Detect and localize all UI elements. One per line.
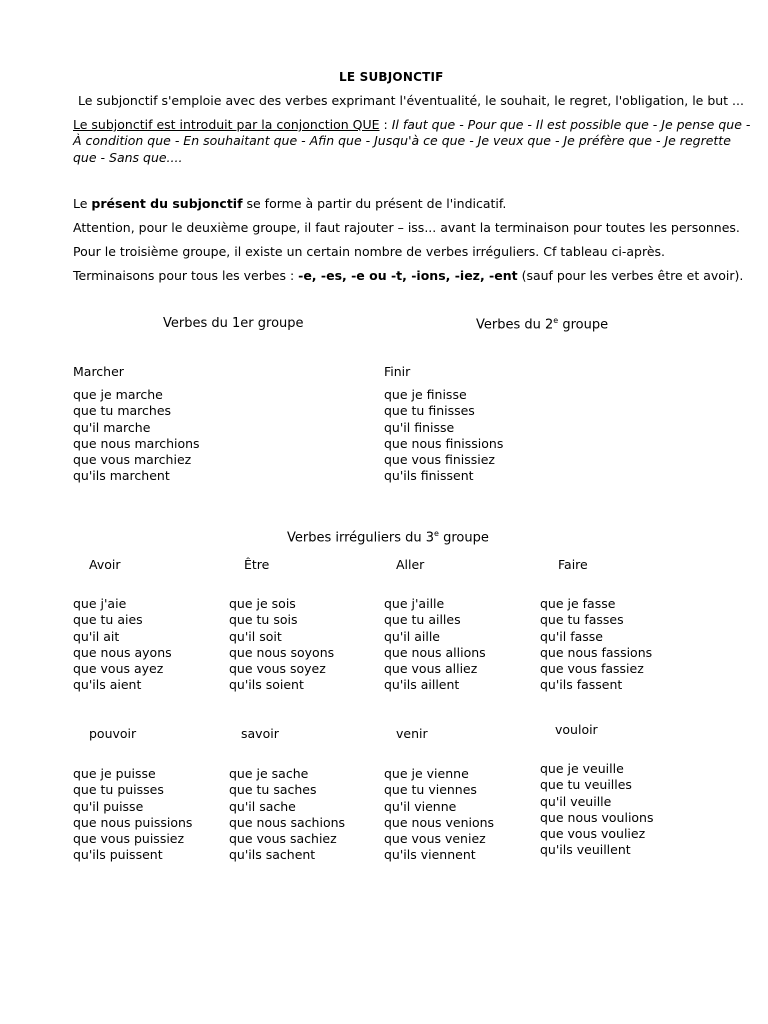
conjugation-form: que vous ayez [73, 661, 164, 677]
conjugation-form: que vous alliez [384, 661, 478, 677]
formation-paragraph [73, 196, 506, 212]
conjugation-form: que nous allions [384, 644, 486, 660]
conjugation-marcher [73, 387, 200, 485]
group2-heading-prefix: Verbes du 2 [476, 317, 554, 333]
conjugation-form: qu'il soit [229, 628, 282, 644]
conjugation-form: que tu marches [73, 403, 172, 419]
conjugation-form: que tu finisses [384, 403, 475, 419]
conjugation-form: que nous venions [384, 814, 495, 830]
conjugation-form: que tu viennes [384, 782, 477, 798]
conjugation-form: que j'aille [384, 596, 445, 611]
conjugation-form: qu'ils sachent [229, 847, 316, 863]
conjugation-form: qu'ils veuillent [540, 842, 631, 858]
conjugation-aller [384, 596, 486, 694]
conjugation-form: qu'ils puissent [73, 847, 163, 863]
que-intro-examples-3: que - Sans que.... [73, 150, 183, 165]
conjugation-etre [229, 596, 334, 694]
que-intro-examples-1: Il faut que - Pour que - Il est possible que - Je pense que - [391, 117, 751, 132]
conjugation-form: que nous marchions [73, 435, 200, 451]
conjugation-pouvoir [73, 766, 192, 864]
formation-suffix: se forme à partir du présent de l'indicatif. [242, 196, 507, 211]
conjugation-form: qu'il veuille [540, 793, 612, 809]
conjugation-form: qu'ils aillent [384, 677, 460, 693]
group1-heading: Verbes du 1er groupe [163, 316, 304, 331]
verb-name-finir: Finir [384, 364, 411, 379]
conjugation-form: que je fasse [540, 596, 616, 611]
verb-name-faire: Faire [558, 557, 588, 572]
verb-name-marcher: Marcher [73, 364, 124, 379]
conjugation-form: qu'il marche [73, 419, 151, 435]
conjugation-form: que je marche [73, 387, 163, 402]
conjugation-form: que nous ayons [73, 644, 172, 660]
verb-name-savoir: savoir [241, 726, 279, 741]
conjugation-form: qu'ils fassent [540, 677, 623, 693]
conjugation-form: que je finisse [384, 387, 467, 402]
conjugation-form: que tu ailles [384, 612, 461, 628]
endings-prefix: Terminaisons pour tous les verbes : [73, 268, 299, 283]
conjugation-savoir [229, 766, 345, 864]
document-title: LE SUBJONCTIF [339, 70, 444, 84]
conjugation-form: que je puisse [73, 766, 156, 781]
group3-heading-prefix: Verbes irréguliers du 3 [287, 530, 435, 546]
que-intro-colon: : [379, 117, 392, 132]
formation-prefix: Le [73, 196, 92, 211]
intro-paragraph: Le subjonctif s'emploie avec des verbes exprimant l'éventualité, le souhait, le regret, l'obligation, le but ... [78, 93, 744, 108]
conjugation-form: que vous fassiez [540, 661, 644, 677]
que-intro-underlined: Le subjonctif est introduit par la conjonction QUE [73, 117, 380, 132]
conjugation-faire [540, 596, 652, 694]
conjugation-form: que tu saches [229, 782, 317, 798]
conjugation-venir [384, 766, 494, 864]
verb-name-pouvoir: pouvoir [89, 726, 137, 741]
conjugation-form: qu'ils finissent [384, 468, 474, 484]
conjugation-form: que je veuille [540, 761, 624, 776]
conjugation-form: qu'il vienne [384, 798, 457, 814]
group3-heading-sup: e [434, 529, 439, 538]
conjugation-form: que vous soyez [229, 661, 326, 677]
conjugation-form: que je vienne [384, 766, 469, 781]
conjugation-vouloir [540, 761, 654, 859]
conjugation-form: que tu puisses [73, 782, 164, 798]
conjugation-form: qu'il sache [229, 798, 296, 814]
verb-name-venir: venir [396, 726, 428, 741]
endings-suffix: (sauf pour les verbes être et avoir). [517, 268, 744, 283]
conjugation-form: que vous finissiez [384, 452, 495, 468]
que-intro-line1 [73, 117, 750, 133]
attention-paragraph: Attention, pour le deuxième groupe, il faut rajouter – iss... avant la terminaison pour toutes les personnes. [73, 220, 740, 235]
conjugation-form: que nous sachions [229, 814, 346, 830]
conjugation-form: que nous soyons [229, 644, 335, 660]
conjugation-form: qu'il finisse [384, 419, 455, 435]
verb-name-etre: Être [244, 557, 270, 572]
conjugation-form: que nous voulions [540, 809, 654, 825]
conjugation-form: qu'il aille [384, 628, 440, 644]
conjugation-form: que je sache [229, 766, 309, 781]
conjugation-form: que nous finissions [384, 435, 504, 451]
conjugation-form: qu'il puisse [73, 798, 144, 814]
conjugation-avoir [73, 596, 172, 694]
conjugation-form: qu'il ait [73, 628, 120, 644]
conjugation-form: que tu fasses [540, 612, 624, 628]
group3-heading [287, 529, 489, 545]
group2-heading [476, 316, 608, 332]
verb-name-avoir: Avoir [89, 557, 121, 572]
conjugation-form: que vous vouliez [540, 826, 646, 842]
conjugation-form: qu'ils aient [73, 677, 142, 693]
conjugation-form: que nous fassions [540, 644, 653, 660]
conjugation-form: qu'ils marchent [73, 468, 170, 484]
conjugation-form: que tu aies [73, 612, 143, 628]
conjugation-form: que vous marchiez [73, 452, 192, 468]
formation-bold: présent du subjonctif [91, 196, 243, 211]
conjugation-form: que tu veuilles [540, 777, 632, 793]
group2-heading-suffix: groupe [558, 317, 609, 333]
que-intro-examples-2: À condition que - En souhaitant que - Afin que - Jusqu'à ce que - Je veux que - Je préfère que - Je regrette [73, 133, 731, 148]
conjugation-form: que je sois [229, 596, 296, 611]
endings-bold: -e, -es, -e ou -t, -ions, -iez, -ent [298, 268, 518, 283]
conjugation-form: qu'ils soient [229, 677, 304, 693]
verb-name-vouloir: vouloir [555, 722, 598, 737]
verb-name-aller: Aller [396, 557, 425, 572]
conjugation-form: qu'il fasse [540, 628, 603, 644]
conjugation-form: que vous veniez [384, 831, 486, 847]
third-group-note: Pour le troisième groupe, il existe un certain nombre de verbes irréguliers. Cf tableau ci-après. [73, 244, 666, 259]
conjugation-form: que tu sois [229, 612, 298, 628]
conjugation-finir [384, 387, 503, 485]
group3-heading-suffix: groupe [438, 530, 489, 546]
conjugation-form: qu'ils viennent [384, 847, 476, 863]
group2-heading-sup: e [553, 316, 559, 325]
conjugation-form: que vous puissiez [73, 831, 185, 847]
conjugation-form: que nous puissions [73, 814, 193, 830]
conjugation-form: que j'aie [73, 596, 127, 611]
conjugation-form: que vous sachiez [229, 831, 337, 847]
endings-paragraph [73, 268, 743, 284]
